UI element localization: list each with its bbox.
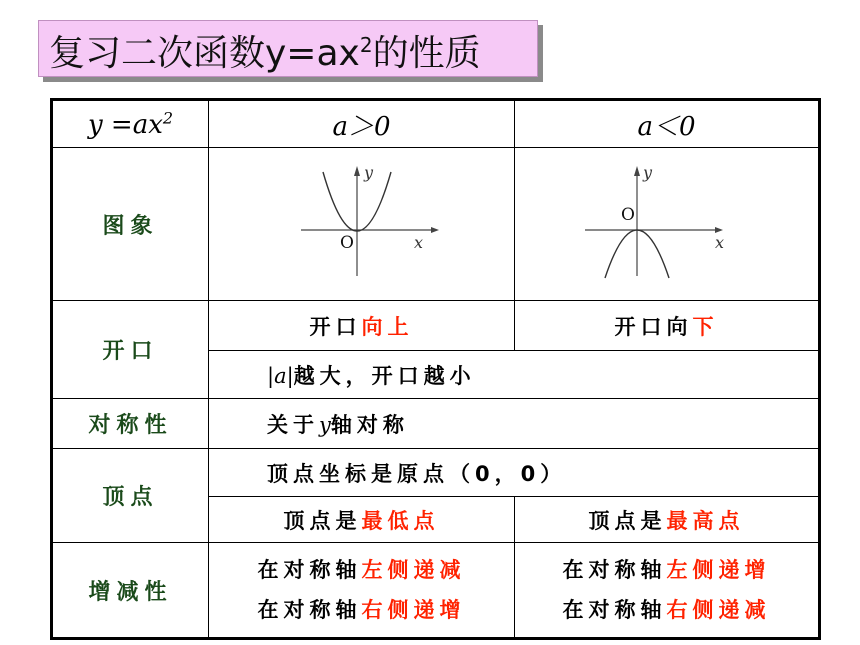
upward-parabola-plot — [209, 148, 515, 296]
mono-pos-1-prefix: 在对称轴 — [257, 558, 362, 582]
opening-row-1 — [52, 301, 820, 351]
x-axis-label: x — [414, 233, 424, 252]
vertex-negative-prefix: 顶点是 — [588, 508, 667, 533]
opening-note-abs: |a| — [267, 363, 294, 388]
monotonic-negative-line-2 — [515, 590, 818, 630]
mono-pos-2-prefix: 在对称轴 — [257, 598, 362, 622]
y-axis-label: y — [364, 163, 374, 182]
mono-pos-1-highlight: 左侧递减 — [361, 558, 466, 582]
monotonic-negative — [515, 543, 820, 639]
header-a-positive-text: a＞0 — [332, 111, 391, 142]
opening-note — [209, 351, 820, 399]
y-axis-label: y — [643, 163, 653, 182]
title-tail: 的性质 — [372, 33, 481, 74]
monotonic-row — [52, 543, 820, 639]
graph-downward-parabola — [515, 148, 820, 301]
row-label-opening: 开口 — [52, 301, 209, 399]
mono-neg-1-prefix: 在对称轴 — [562, 558, 667, 582]
mono-pos-2-highlight: 右侧递增 — [361, 598, 466, 622]
title-main: 复习二次函数y=ax — [49, 33, 360, 74]
row-label-symmetry: 对称性 — [52, 399, 209, 449]
row-label-graph: 图象 — [52, 148, 209, 301]
y-axis-arrow — [634, 166, 640, 176]
opening-note-text: 越大，开口越小 — [293, 363, 476, 388]
downward-parabola-plot — [515, 148, 820, 296]
header-function — [52, 100, 209, 148]
header-a-negative-text: a＜0 — [637, 111, 696, 142]
page-title — [49, 25, 481, 76]
row-label-monotonic: 增减性 — [52, 543, 209, 639]
monotonic-negative-line-1 — [515, 550, 818, 590]
header-function-text: y =ax — [87, 109, 163, 140]
symmetry-suffix: 轴对称 — [330, 412, 409, 437]
opening-negative — [515, 301, 820, 351]
title-banner — [38, 20, 538, 77]
vertex-positive — [209, 497, 515, 543]
monotonic-positive — [209, 543, 515, 639]
symmetry-prefix: 关于 — [267, 412, 319, 437]
vertex-common: 顶点坐标是原点（0，0） — [209, 449, 820, 497]
monotonic-positive-line-1 — [209, 550, 514, 590]
mono-neg-2-highlight: 右侧递减 — [666, 598, 771, 622]
vertex-row-1 — [52, 449, 820, 497]
graph-row — [52, 148, 820, 301]
opening-negative-prefix: 开口向 — [614, 314, 693, 339]
opening-positive-highlight: 向上 — [361, 314, 414, 339]
x-axis-label: x — [715, 233, 725, 252]
mono-neg-1-highlight: 左侧递增 — [666, 558, 771, 582]
title-superscript: 2 — [359, 33, 373, 57]
header-function-sup: 2 — [162, 108, 174, 128]
properties-table — [50, 98, 821, 640]
monotonic-positive-line-2 — [209, 590, 514, 630]
symmetry-text — [209, 399, 820, 449]
opening-negative-highlight: 下 — [692, 314, 719, 339]
symmetry-var: y — [319, 412, 331, 437]
vertex-positive-prefix: 顶点是 — [283, 508, 362, 533]
table-header-row — [52, 100, 820, 148]
mono-neg-2-prefix: 在对称轴 — [562, 598, 667, 622]
symmetry-row — [52, 399, 820, 449]
opening-positive-prefix: 开口 — [309, 314, 362, 339]
vertex-negative-highlight: 最高点 — [666, 508, 745, 533]
x-axis-arrow — [431, 227, 439, 233]
y-axis-arrow — [354, 166, 360, 176]
origin-label: O — [621, 205, 635, 225]
row-label-vertex: 顶点 — [52, 449, 209, 543]
header-a-positive — [209, 100, 515, 148]
opening-positive — [209, 301, 515, 351]
header-a-negative — [515, 100, 820, 148]
vertex-positive-highlight: 最低点 — [361, 508, 440, 533]
vertex-negative — [515, 497, 820, 543]
graph-upward-parabola — [209, 148, 515, 301]
origin-label: O — [340, 233, 354, 253]
